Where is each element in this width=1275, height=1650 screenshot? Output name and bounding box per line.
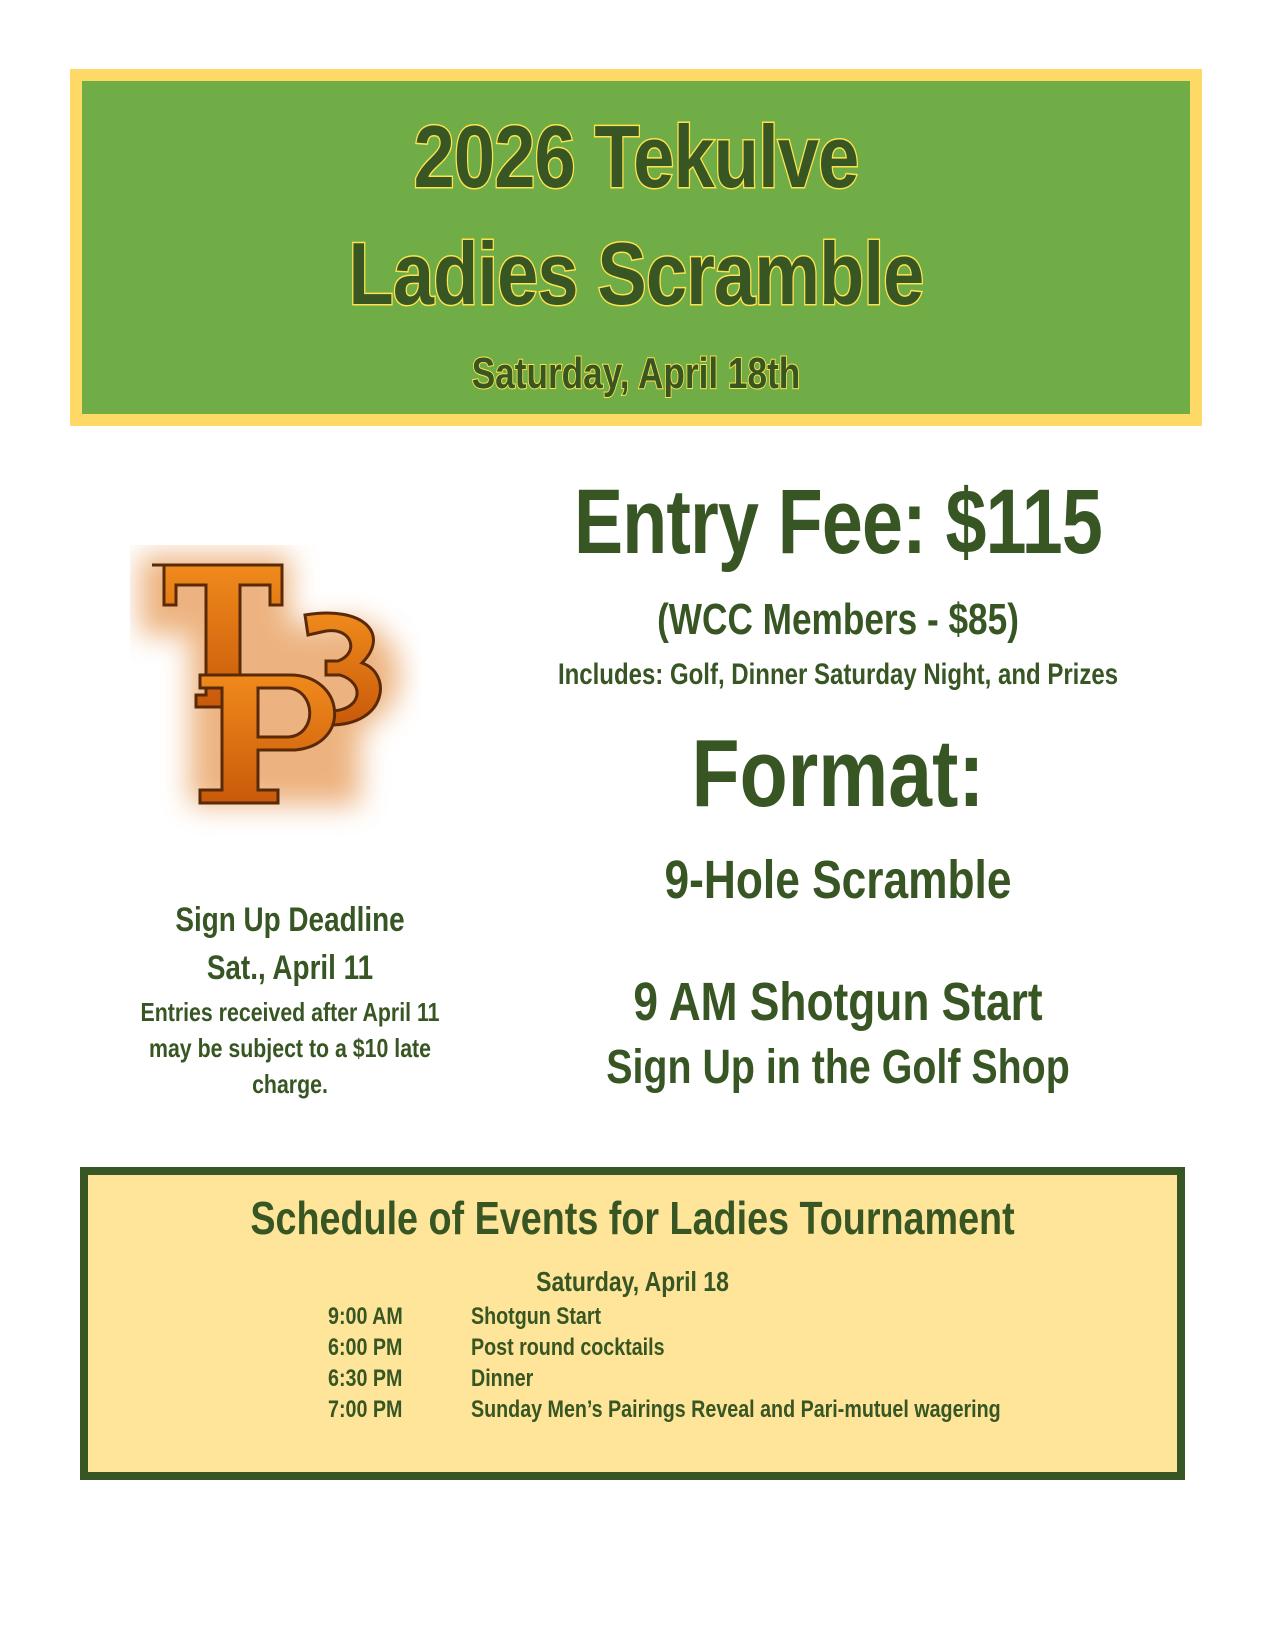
schedule-time: 9:00 AM [328, 1303, 403, 1330]
format-heading: Format: [691, 720, 985, 827]
tp3-logo-graphic [130, 545, 420, 845]
member-fee: (WCC Members - $85) [657, 595, 1019, 644]
fee-includes: Includes: Golf, Dinner Saturday Night, and Prizes [557, 658, 1119, 691]
format-type: 9-Hole Scramble [664, 850, 1012, 910]
schedule-event: Sunday Men’s Pairings Reveal and Pari-mutuel wagering [471, 1396, 1001, 1423]
event-title-line1: 2026 Tekulve [413, 107, 859, 206]
schedule-row [88, 1301, 1177, 1332]
schedule-title: Schedule of Events for Ladies Tournament [250, 1192, 1015, 1244]
schedule-row [88, 1332, 1177, 1363]
schedule-box [80, 1167, 1185, 1480]
tp3-logo [130, 545, 420, 845]
title-banner [70, 69, 1202, 426]
deadline-date: Sat., April 11 [206, 949, 374, 987]
schedule-time: 6:30 PM [328, 1365, 403, 1392]
schedule-time: 6:00 PM [328, 1334, 403, 1361]
schedule-day: Saturday, April 18 [536, 1266, 729, 1297]
schedule-event: Shotgun Start [471, 1303, 602, 1330]
schedule-event: Dinner [471, 1365, 534, 1392]
schedule-event: Post round cocktails [471, 1334, 665, 1361]
event-date: Saturday, April 18th [471, 349, 801, 398]
signup-location: Sign Up in the Golf Shop [606, 1041, 1070, 1094]
schedule-list [88, 1301, 1177, 1425]
deadline-label: Sign Up Deadline [175, 901, 405, 939]
event-title-line2: Ladies Scramble [348, 224, 924, 323]
schedule-time: 7:00 PM [328, 1396, 403, 1423]
start-time: 9 AM Shotgun Start [633, 972, 1043, 1032]
schedule-row [88, 1363, 1177, 1394]
schedule-row [88, 1394, 1177, 1425]
entry-fee: Entry Fee: $115 [573, 471, 1103, 573]
late-charge-note: Entries received after April 11 may be subject to a $10 late charge. [140, 997, 440, 1099]
title-banner-inner [82, 81, 1190, 414]
